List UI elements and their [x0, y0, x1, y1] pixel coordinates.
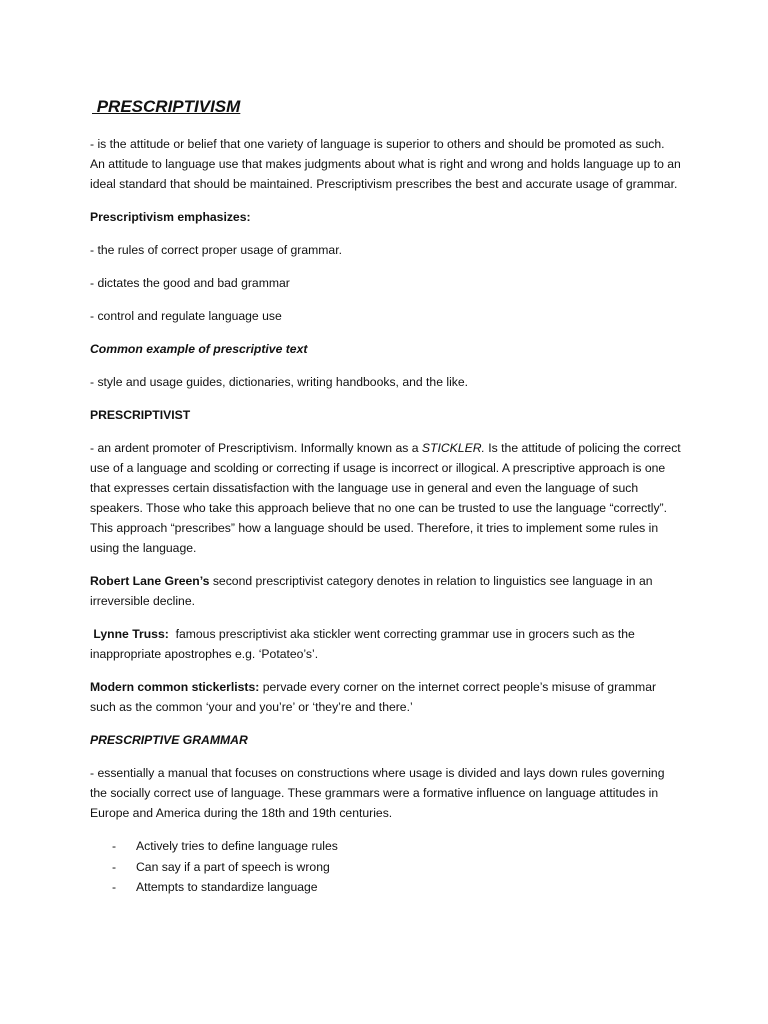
definition-paragraph: - is the attitude or belief that one variety of language is superior to others and should be promoted as such. An attitude to language use that makes judgments about what is right and wrong and holds language up to an ideal standard that should be maintained. Prescriptivism prescribes the best and accurate usage of grammar.	[90, 137, 681, 191]
list-dash: -	[112, 880, 117, 894]
truss-paragraph	[90, 624, 682, 664]
truss-text: famous prescriptivist aka stickler went correcting grammar use in grocers such as the inappropriate apostrophes e.g. ‘Potateo’s’.	[90, 627, 639, 661]
grammar-paragraph: - essentially a manual that focuses on constructions where usage is divided and lays down rules governing the socially correct use of language. These grammars were a formative influence on language attitudes in Europe and America during the 18th and 19th centuries.	[90, 766, 665, 820]
stickler-term: STICKLER.	[421, 441, 485, 455]
modern-text: pervade every corner on the internet correct people’s misuse of grammar such as the common ‘your and you’re’ or ‘they’re and there.’	[90, 680, 657, 714]
emphasizes-item: - dictates the good and bad grammar	[90, 276, 290, 290]
green-name: Robert Lane Green’s	[90, 574, 210, 588]
document-page	[90, 96, 682, 898]
list-dash: -	[112, 859, 117, 874]
example-heading: Common example of prescriptive text	[90, 342, 308, 356]
prescriptivist-text: Is the attitude of policing the correct use of a language and scolding or correcting if usage is incorrect or illogical. A prescriptive approach is one that expresses certain dissatisfaction with the language use in general and even the language of such speakers. Those who take this approach believe that no one can be trusted to use the language “correctly”. This approach “prescribes” how a language should be used. Therefore, it tries to implement some rules in using the language.	[90, 441, 681, 555]
prescriptivist-paragraph	[90, 438, 682, 558]
emphasizes-item: - control and regulate language use	[90, 309, 282, 323]
document-title: PRESCRIPTIVISM	[92, 97, 241, 116]
emphasizes-item: - the rules of correct proper usage of grammar.	[90, 243, 342, 257]
list-item-text: Attempts to standardize language	[136, 880, 318, 894]
grammar-heading: PRESCRIPTIVE GRAMMAR	[90, 733, 248, 747]
list-dash: -	[112, 839, 117, 853]
green-paragraph	[90, 571, 682, 611]
list-item-text: Actively tries to define language rules	[136, 839, 338, 853]
prescriptivist-text: - an ardent promoter of Prescriptivism. Informally known as a	[90, 441, 422, 455]
list-item-text: Can say if a part of speech is wrong	[136, 859, 330, 874]
example-paragraph: - style and usage guides, dictionaries, writing handbooks, and the like.	[90, 375, 469, 389]
list-item	[90, 877, 682, 898]
truss-name: Lynne Truss:	[90, 627, 169, 641]
prescriptivist-heading: PRESCRIPTIVIST	[90, 408, 191, 422]
modern-name: Modern common stickerlists:	[90, 680, 260, 694]
green-text: second prescriptivist category denotes in relation to linguistics see language in an irreversible decline.	[90, 574, 653, 608]
list-item	[90, 836, 682, 857]
modern-paragraph	[90, 677, 682, 717]
list-item	[90, 857, 682, 878]
emphasizes-heading: Prescriptivism emphasizes:	[90, 210, 251, 224]
feature-list	[90, 836, 682, 898]
